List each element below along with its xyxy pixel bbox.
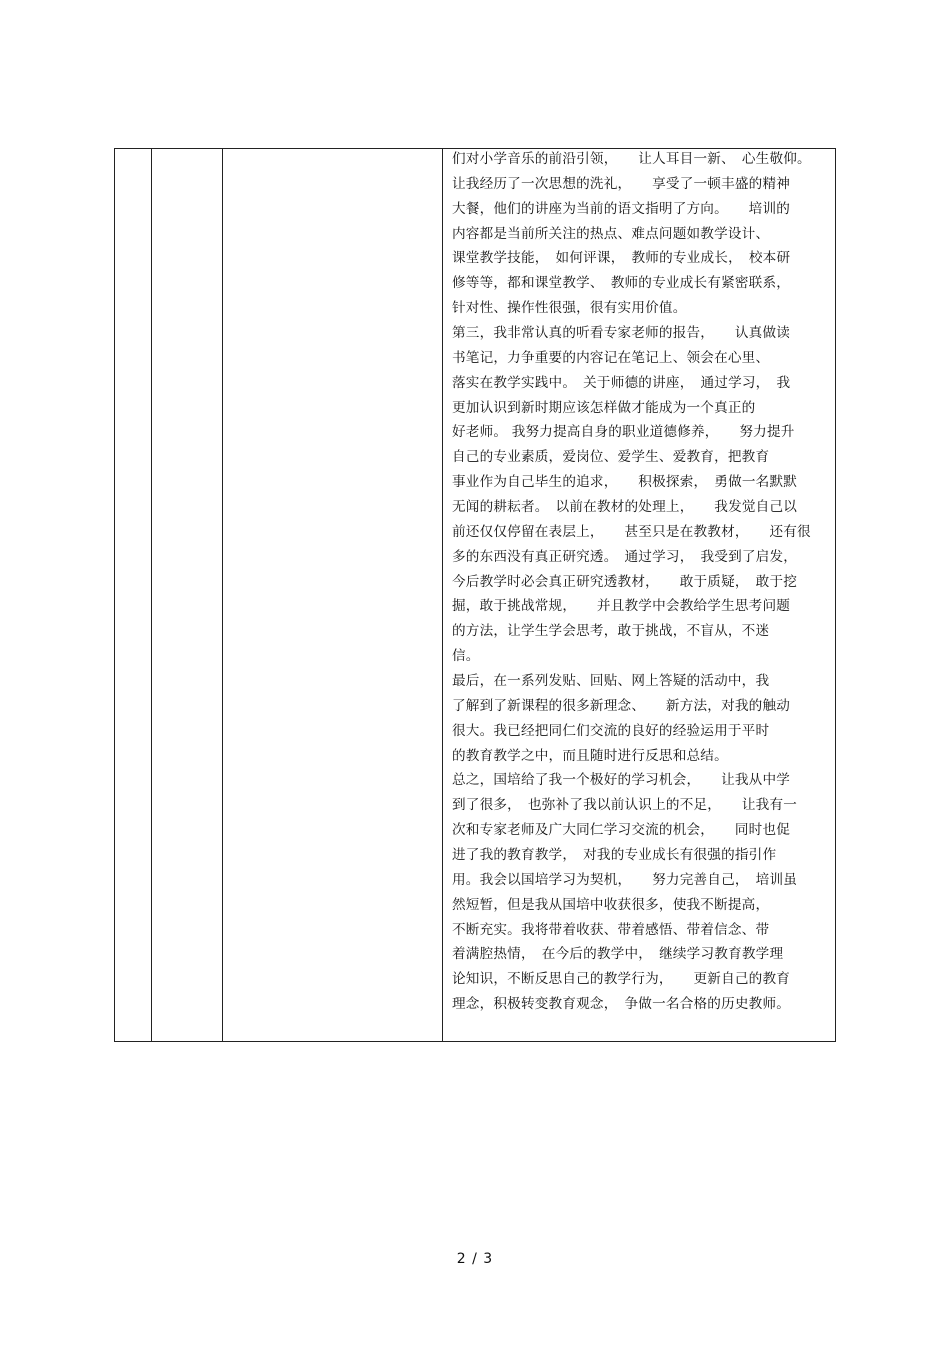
text-line: 的方法，让学生学会思考，敢于挑战，不盲从，不迷	[452, 623, 770, 639]
text-line: 大餐，他们的讲座为当前的语文指明了方向。 培训的	[452, 201, 791, 217]
text-line: 书笔记，力争重要的内容记在笔记上、领会在心里、	[452, 350, 770, 366]
text-line: 前还仅仅停留在表层上， 甚至只是在教教材， 还有很	[452, 524, 811, 540]
text-line: 无闻的耕耘者。 以前在教材的处理上， 我发觉自己以	[452, 499, 798, 515]
text-line: 课堂教学技能， 如何评课， 教师的专业成长， 校本研	[452, 250, 791, 266]
text-line: 着满腔热情， 在今后的教学中， 继续学习教育教学理	[452, 946, 784, 962]
text-line: 今后教学时必会真正研究透教材， 敢于质疑， 敢于挖	[452, 574, 798, 590]
text-line: 不断充实。我将带着收获、带着感悟、带着信念、带	[452, 922, 770, 938]
text-line: 针对性、操作性很强，很有实用价值。	[452, 300, 687, 316]
text-line: 信。	[452, 648, 480, 664]
column-divider-2	[222, 149, 223, 1041]
text-line: 然短暂，但是我从国培中收获很多，使我不断提高，	[452, 897, 770, 913]
text-line: 自己的专业素质，爱岗位、爱学生、爱教育，把教育	[452, 449, 770, 465]
text-cell	[452, 149, 832, 1039]
text-line: 次和专家老师及广大同仁学习交流的机会， 同时也促	[452, 822, 791, 838]
column-divider-1	[151, 149, 152, 1041]
text-line: 最后，在一系列发贴、回贴、网上答疑的活动中，我	[452, 673, 770, 689]
text-line: 很大。我已经把同仁们交流的良好的经验运用于平时	[452, 723, 770, 739]
text-line: 用。我会以国培学习为契机， 努力完善自己， 培训虽	[452, 872, 798, 888]
text-line: 们对小学音乐的前沿引领， 让人耳目一新、 心生敬仰。	[452, 151, 811, 167]
text-line: 了解到了新课程的很多新理念、 新方法，对我的触动	[452, 698, 791, 714]
text-line: 修等等，都和课堂教学、 教师的专业成长有紧密联系，	[452, 275, 791, 291]
text-line: 第三，我非常认真的听看专家老师的报告， 认真做读	[452, 325, 791, 341]
page-number: 2 / 3	[456, 1251, 494, 1267]
text-line: 到了很多， 也弥补了我以前认识上的不足， 让我有一	[452, 797, 798, 813]
text-line: 论知识，不断反思自己的教学行为， 更新自己的教育	[452, 971, 791, 987]
table-frame	[114, 148, 836, 1042]
column-divider-3	[442, 149, 443, 1041]
text-line: 好老师。 我努力提高自身的职业道德修养， 努力提升	[452, 424, 795, 440]
text-line: 理念，积极转变教育观念， 争做一名合格的历史教师。	[452, 996, 791, 1012]
text-line: 总之，国培给了我一个极好的学习机会， 让我从中学	[452, 772, 791, 788]
text-line: 的教育教学之中，而且随时进行反思和总结。	[452, 748, 728, 764]
text-line: 更加认识到新时期应该怎样做才能成为一个真正的	[452, 400, 756, 416]
text-line: 掘，敢于挑战常规， 并且教学中会教给学生思考问题	[452, 598, 791, 614]
text-line: 落实在教学实践中。 关于师德的讲座， 通过学习， 我	[452, 375, 791, 391]
text-line: 内容都是当前所关注的热点、难点问题如教学设计、	[452, 226, 770, 242]
text-line: 事业作为自己毕生的追求， 积极探索， 勇做一名默默	[452, 474, 798, 490]
text-line: 进了我的教育教学， 对我的专业成长有很强的指引作	[452, 847, 777, 863]
text-line: 让我经历了一次思想的洗礼， 享受了一顿丰盛的精神	[452, 176, 791, 192]
text-line: 多的东西没有真正研究透。 通过学习， 我受到了启发，	[452, 549, 798, 565]
